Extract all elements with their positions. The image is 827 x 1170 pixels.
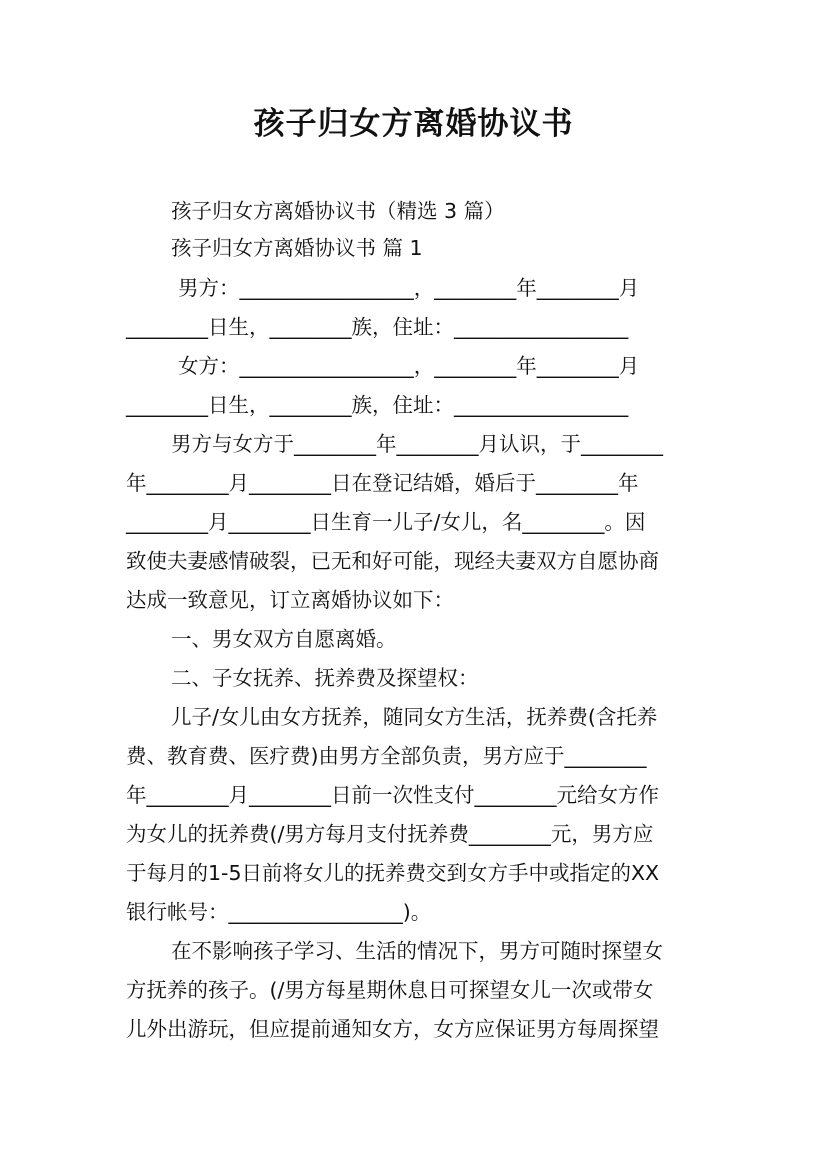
body-line: 方抚养的孩子。(/男方每星期休息日可探望女儿一次或带女 — [126, 978, 654, 1002]
body-line: 银行帐号：_________________)。 — [126, 900, 432, 924]
male-party-line: 男方：_________________，________年________月 — [178, 276, 640, 300]
clause-1: 一、男女双方自愿离婚。 — [171, 627, 397, 651]
body-line: 于每月的1-5日前将女儿的抚养费交到女方手中或指定的XX — [126, 861, 660, 885]
body-line: 为女儿的抚养费(/男方每月支付抚养费________元，男方应 — [126, 822, 654, 846]
body-line: ________月________日生育一儿子/女儿，名________。因 — [126, 510, 646, 534]
subtitle: 孩子归女方离婚协议书（精选 3 篇） — [171, 199, 505, 223]
body-line: 儿外出游玩，但应提前通知女方，女方应保证男方每周探望 — [126, 1017, 659, 1041]
male-party-line-cont: ________日生，________族，住址：_________________ — [126, 315, 629, 339]
body-line: 男方与女方于________年________月认识，于________ — [171, 432, 663, 456]
body-line: 致使夫妻感情破裂，已无和好可能，现经夫妻双方自愿协商 — [126, 549, 659, 573]
body-line: 儿子/女儿由女方抚养，随同女方生活，抚养费(含托养 — [171, 705, 658, 729]
body-line: 达成一致意见，订立离婚协议如下： — [126, 588, 454, 612]
body-line: 费、教育费、医疗费)由男方全部负责，男方应于________ — [126, 744, 647, 768]
body-line: 在不影响孩子学习、生活的情况下，男方可随时探望女 — [171, 939, 663, 963]
female-party-line-cont: ________日生，________族，住址：_________________ — [126, 393, 629, 417]
section-heading: 孩子归女方离婚协议书 篇 1 — [171, 236, 423, 260]
document-title: 孩子归女方离婚协议书 — [253, 106, 574, 142]
clause-2: 二、子女抚养、抚养费及探望权： — [171, 666, 479, 690]
female-party-line: 女方：_________________，________年________月 — [178, 354, 640, 378]
body-line: 年________月________日前一次性支付________元给女方作 — [126, 783, 659, 807]
body-line: 年________月________日在登记结婚，婚后于________年 — [126, 471, 639, 495]
